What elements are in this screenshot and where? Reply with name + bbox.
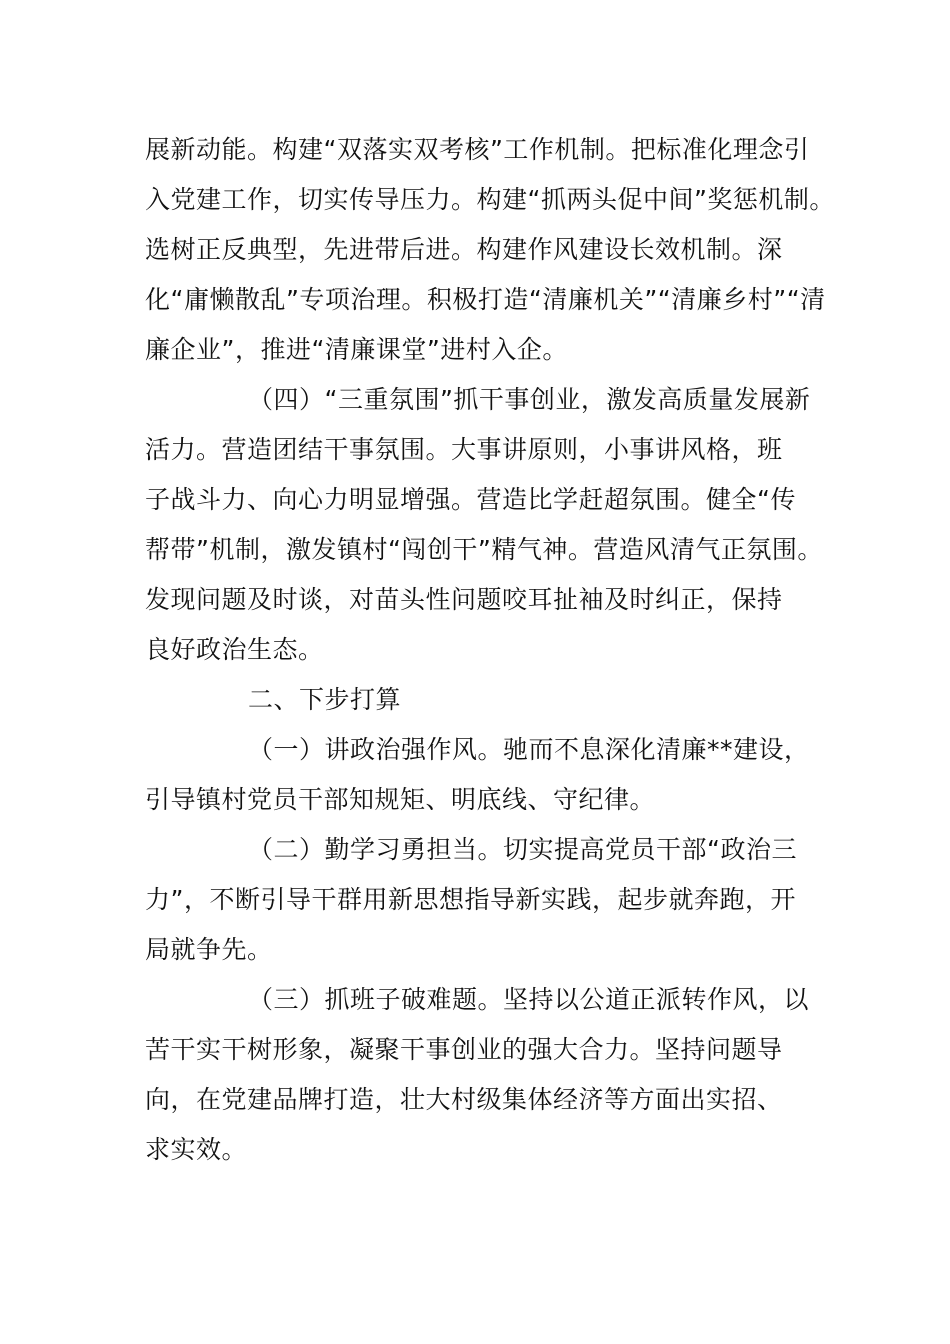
item-heading-three: （三）抓班子破难题。坚持以公道正派转作风，以	[248, 985, 810, 1014]
paragraph-line: 选树正反典型，先进带后进。构建作风建设长效机制。深	[145, 235, 783, 264]
item-heading-two: （二）勤学习勇担当。切实提高党员干部“政治三	[248, 835, 797, 864]
paragraph-line: 活力。营造团结干事氛围。大事讲原则，小事讲风格，班	[145, 435, 783, 464]
paragraph-line: 展新动能。构建“双落实双考核”工作机制。把标准化理念引	[145, 135, 810, 164]
paragraph-line: 帮带”机制，激发镇村“闯创干”精气神。营造风清气正氛围。	[145, 535, 823, 564]
paragraph-line: 引导镇村党员干部知规矩、明底线、守纪律。	[145, 785, 656, 814]
paragraph-line: 苦干实干树形象，凝聚干事创业的强大合力。坚持问题导	[145, 1035, 783, 1064]
paragraph-line: 力”，不断引导干群用新思想指导新实践，起步就奔跑，开	[145, 885, 796, 914]
section-heading-four: （四）“三重氛围”抓干事创业，激发高质量发展新	[248, 385, 811, 414]
paragraph-line: 廉企业”，推进“清廉课堂”进村入企。	[145, 335, 568, 364]
paragraph-line: 发现问题及时谈，对苗头性问题咬耳扯袖及时纠正，保持	[145, 585, 783, 614]
paragraph-line: 局就争先。	[145, 935, 273, 964]
paragraph-line: 向，在党建品牌打造，壮大村级集体经济等方面出实招、	[145, 1085, 783, 1114]
paragraph-line: 子战斗力、向心力明显增强。营造比学赶超氛围。健全“传	[145, 485, 796, 514]
item-heading-one: （一）讲政治强作风。驰而不息深化清廉**建设，	[248, 735, 810, 764]
paragraph-line: 入党建工作，切实传导压力。构建“抓两头促中间”奖惩机制。	[145, 185, 835, 214]
paragraph-line: 良好政治生态。	[145, 635, 324, 664]
section-title-next-steps: 二、下步打算	[248, 685, 402, 714]
paragraph-line: 求实效。	[145, 1135, 248, 1164]
paragraph-line: 化“庸懒散乱”专项治理。积极打造“清廉机关”“清廉乡村”“清	[145, 285, 826, 314]
